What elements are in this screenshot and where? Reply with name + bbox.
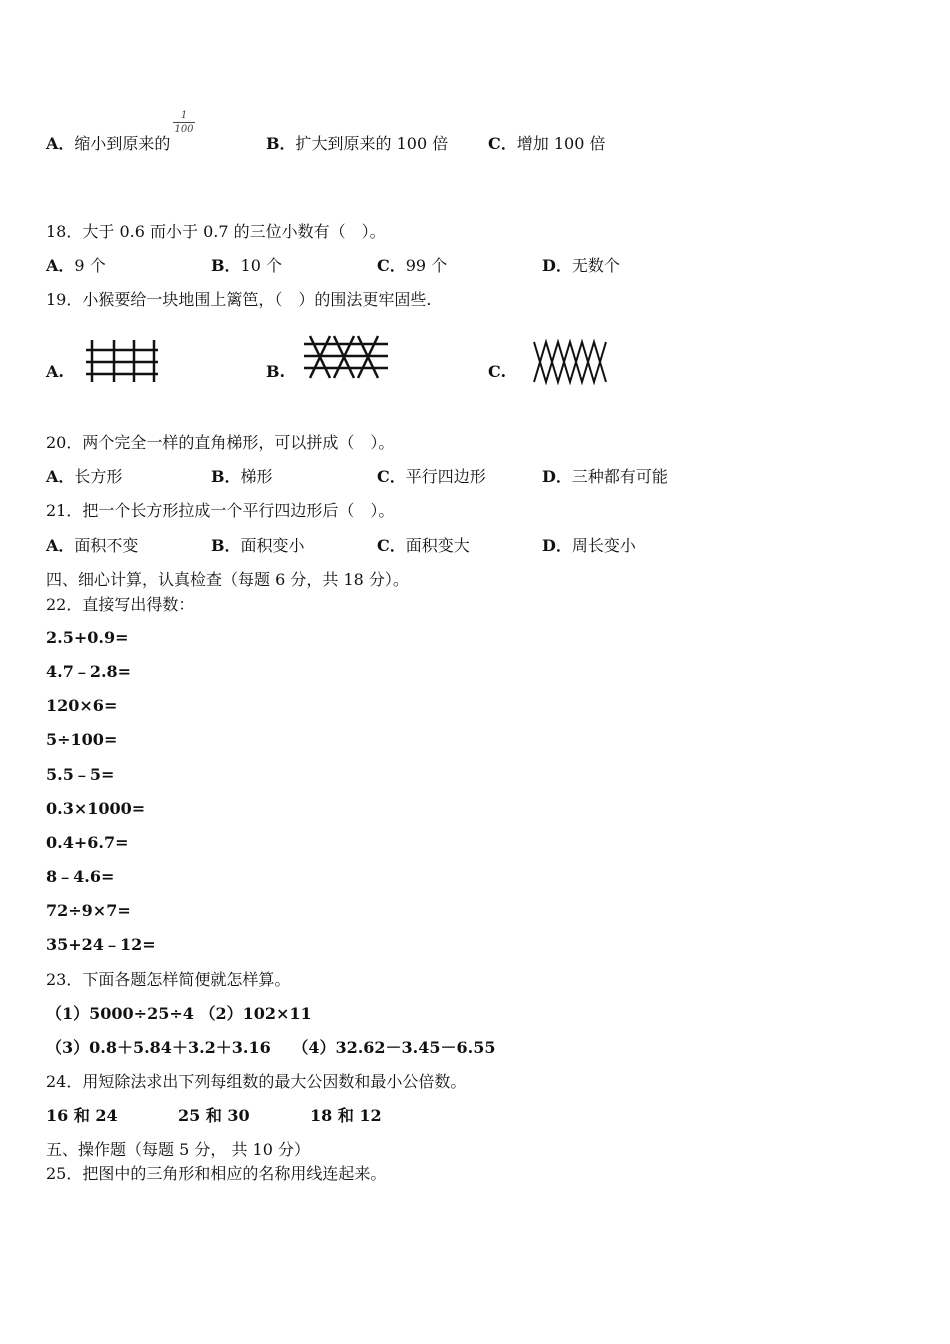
q17-option-a-label: A． — [46, 134, 75, 153]
option-text: 梯形 — [240, 467, 273, 486]
q17-option-c-text: 增加 100 倍 — [516, 134, 606, 153]
q22-item: 2.5+0.9= — [46, 628, 129, 647]
q17-option-c — [488, 134, 605, 154]
q24-group: 18 和 12 — [310, 1106, 382, 1125]
q22-item: 5÷100= — [46, 730, 118, 749]
fence-grid-figure — [86, 338, 160, 384]
option-text: 平行四边形 — [405, 467, 486, 486]
option-label: B． — [211, 256, 241, 275]
q19-option-a-label: A. — [46, 362, 64, 381]
q22-item: 4.7﹣2.8= — [46, 662, 132, 681]
q19-option-b-label: B. — [266, 362, 286, 381]
option-text: 面积变大 — [405, 536, 470, 555]
q22-item: 5.5﹣5= — [46, 765, 115, 784]
q17-option-b-label: B． — [266, 134, 296, 153]
q20-option-d — [542, 467, 668, 487]
q22-item: 0.3×1000= — [46, 799, 146, 818]
q18-option-a — [46, 256, 106, 276]
option-text: 长方形 — [74, 467, 123, 486]
q17-option-a — [46, 134, 170, 154]
q21-stem: 21．把一个长方形拉成一个平行四边形后（ ）。 — [46, 501, 395, 520]
q20-option-a — [46, 467, 122, 487]
q21-option-a — [46, 536, 138, 556]
fence-zigzag-figure — [532, 338, 608, 386]
q21-option-d — [542, 536, 636, 556]
q19-option-c-label: C. — [488, 362, 507, 381]
q22-item: 72÷9×7= — [46, 901, 131, 920]
section-5-heading: 五、操作题（每题 5 分， 共 10 分） — [46, 1140, 310, 1159]
q25-stem: 25．把图中的三角形和相应的名称用线连起来。 — [46, 1164, 387, 1183]
q22-item: 8﹣4.6= — [46, 867, 115, 886]
q19-stem: 19．小猴要给一块地围上篱笆，（ ）的围法更牢固些. — [46, 290, 432, 309]
option-label: D． — [542, 467, 572, 486]
q20-option-b — [211, 467, 273, 487]
q24-stem: 24．用短除法求出下列每组数的最大公因数和最小公倍数。 — [46, 1072, 467, 1091]
option-label: D． — [542, 536, 572, 555]
section-4-heading: 四、细心计算，认真检查（每题 6 分，共 18 分）。 — [46, 570, 409, 589]
q18-stem: 18．大于 0.6 而小于 0.7 的三位小数有（ ）。 — [46, 222, 386, 241]
q17-fraction — [173, 110, 195, 135]
option-label: A． — [46, 536, 75, 555]
q23-row-1: （1）5000÷25÷4 （2）102×11 — [46, 1004, 312, 1023]
q20-stem: 20．两个完全一样的直角梯形，可以拼成（ ）。 — [46, 433, 395, 452]
q18-option-c — [377, 256, 447, 276]
fraction-bar — [173, 122, 195, 123]
q17-option-b — [266, 134, 448, 154]
q24-group: 25 和 30 — [178, 1106, 250, 1125]
option-label: B． — [211, 536, 241, 555]
q18-option-b — [211, 256, 282, 276]
q17-fraction-numerator: 1 — [180, 110, 188, 121]
q22-item: 120×6= — [46, 696, 118, 715]
option-label: C． — [377, 467, 406, 486]
option-label: D． — [542, 256, 572, 275]
option-text: 面积变小 — [240, 536, 305, 555]
option-text: 9 个 — [74, 256, 106, 275]
q24-group: 16 和 24 — [46, 1106, 118, 1125]
q18-option-d — [542, 256, 620, 276]
q23-stem: 23．下面各题怎样简便就怎样算。 — [46, 970, 291, 989]
fence-cross-figure — [302, 334, 390, 380]
option-label: B． — [211, 467, 241, 486]
q22-stem: 22．直接写出得数： — [46, 595, 195, 614]
q22-item: 35+24﹣12= — [46, 935, 156, 954]
option-label: A． — [46, 256, 75, 275]
q22-item: 0.4+6.7= — [46, 833, 129, 852]
option-text: 99 个 — [405, 256, 448, 275]
option-label: C． — [377, 256, 406, 275]
q17-option-b-text: 扩大到原来的 100 倍 — [295, 134, 449, 153]
q17-option-a-text: 缩小到原来的 — [74, 134, 171, 153]
q17-option-c-label: C． — [488, 134, 517, 153]
option-text: 面积不变 — [74, 536, 139, 555]
option-label: A． — [46, 467, 75, 486]
option-text: 周长变小 — [571, 536, 636, 555]
q17-fraction-denominator: 100 — [174, 124, 194, 135]
q21-option-c — [377, 536, 470, 556]
q23-row-2: （3）0.8＋5.84＋3.2＋3.16 （4）32.62－3.45－6.55 — [46, 1038, 496, 1057]
option-text: 无数个 — [571, 256, 620, 275]
q20-option-c — [377, 467, 486, 487]
option-text: 三种都有可能 — [571, 467, 668, 486]
q21-option-b — [211, 536, 305, 556]
option-label: C． — [377, 536, 406, 555]
option-text: 10 个 — [240, 256, 282, 275]
